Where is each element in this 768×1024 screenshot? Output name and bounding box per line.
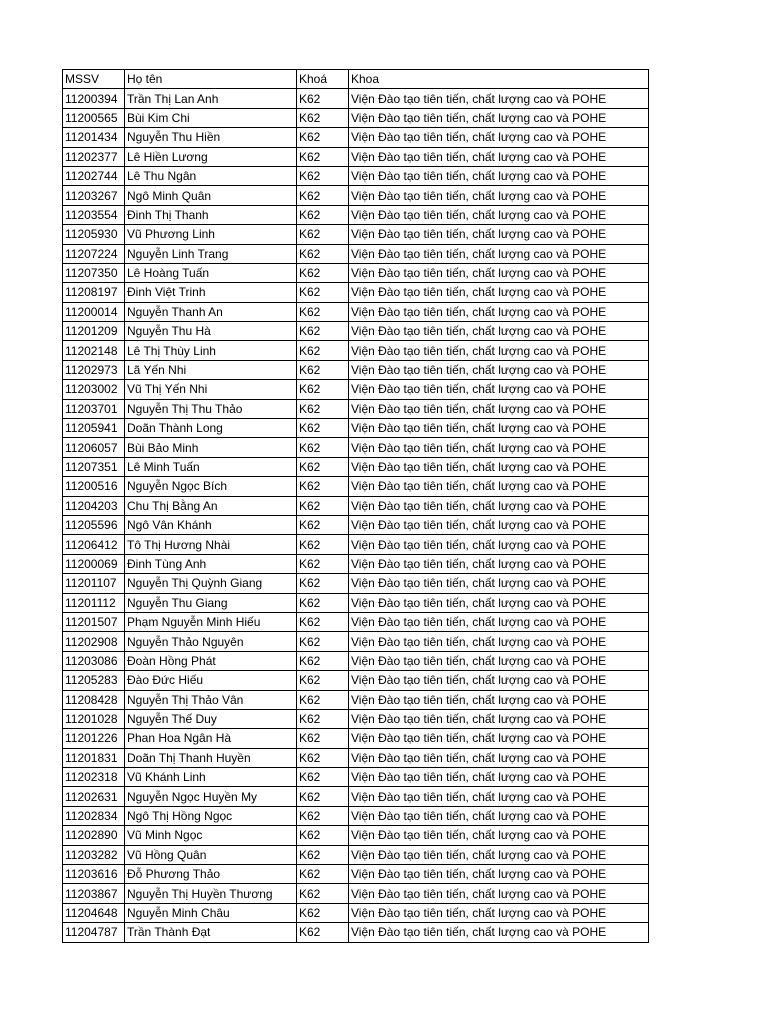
cell-ho-ten: Đinh Việt Trinh: [125, 283, 297, 302]
cell-khoa-year: K62: [297, 147, 349, 166]
cell-mssv: 11202744: [63, 166, 125, 185]
header-khoa-faculty: Khoa: [349, 70, 649, 89]
cell-khoa-year: K62: [297, 496, 349, 515]
cell-ho-ten: Lê Hoàng Tuấn: [125, 263, 297, 282]
cell-khoa-faculty: Viện Đào tạo tiên tiến, chất lượng cao và POHE: [349, 419, 649, 438]
cell-khoa-faculty: Viện Đào tạo tiên tiến, chất lượng cao và POHE: [349, 709, 649, 728]
cell-mssv: 11207350: [63, 263, 125, 282]
table-row: [63, 651, 649, 670]
table-row: [63, 884, 649, 903]
cell-mssv: 11203616: [63, 865, 125, 884]
cell-mssv: 11201209: [63, 322, 125, 341]
table-row: [63, 671, 649, 690]
cell-khoa-faculty: Viện Đào tạo tiên tiến, chất lượng cao và POHE: [349, 108, 649, 127]
table-row: [63, 399, 649, 418]
cell-khoa-faculty: Viện Đào tạo tiên tiến, chất lượng cao và POHE: [349, 535, 649, 554]
cell-ho-ten: Phạm Nguyễn Minh Hiếu: [125, 612, 297, 631]
cell-khoa-year: K62: [297, 399, 349, 418]
table-row: [63, 147, 649, 166]
table-row: [63, 515, 649, 534]
cell-ho-ten: Nguyễn Thị Thảo Vân: [125, 690, 297, 709]
cell-khoa-faculty: Viện Đào tạo tiên tiến, chất lượng cao và POHE: [349, 147, 649, 166]
cell-mssv: 11203267: [63, 186, 125, 205]
cell-khoa-year: K62: [297, 457, 349, 476]
cell-khoa-faculty: Viện Đào tạo tiên tiến, chất lượng cao và POHE: [349, 399, 649, 418]
cell-khoa-year: K62: [297, 865, 349, 884]
table-row: [63, 496, 649, 515]
cell-khoa-faculty: Viện Đào tạo tiên tiến, chất lượng cao và POHE: [349, 884, 649, 903]
cell-ho-ten: Vũ Hồng Quân: [125, 845, 297, 864]
cell-mssv: 11201028: [63, 709, 125, 728]
cell-khoa-faculty: Viện Đào tạo tiên tiến, chất lượng cao và POHE: [349, 128, 649, 147]
header-khoa-year: Khoá: [297, 70, 349, 89]
cell-khoa-year: K62: [297, 632, 349, 651]
cell-khoa-faculty: Viện Đào tạo tiên tiến, chất lượng cao và POHE: [349, 302, 649, 321]
cell-khoa-year: K62: [297, 438, 349, 457]
cell-khoa-year: K62: [297, 515, 349, 534]
cell-khoa-faculty: Viện Đào tạo tiên tiến, chất lượng cao và POHE: [349, 748, 649, 767]
cell-ho-ten: Nguyễn Thanh An: [125, 302, 297, 321]
table-row: [63, 865, 649, 884]
cell-mssv: 11200014: [63, 302, 125, 321]
table-row: [63, 632, 649, 651]
cell-ho-ten: Trần Thành Đạt: [125, 923, 297, 942]
cell-khoa-year: K62: [297, 263, 349, 282]
cell-mssv: 11205930: [63, 225, 125, 244]
cell-mssv: 11201507: [63, 612, 125, 631]
cell-mssv: 11206412: [63, 535, 125, 554]
cell-khoa-faculty: Viện Đào tạo tiên tiến, chất lượng cao và POHE: [349, 729, 649, 748]
cell-khoa-faculty: Viện Đào tạo tiên tiến, chất lượng cao và POHE: [349, 166, 649, 185]
cell-khoa-year: K62: [297, 477, 349, 496]
table-header-row: [63, 70, 649, 89]
cell-khoa-faculty: Viện Đào tạo tiên tiến, chất lượng cao và POHE: [349, 438, 649, 457]
cell-ho-ten: Nguyễn Linh Trang: [125, 244, 297, 263]
table-row: [63, 535, 649, 554]
table-row: [63, 593, 649, 612]
cell-ho-ten: Nguyễn Thu Hiền: [125, 128, 297, 147]
cell-ho-ten: Đinh Thị Thanh: [125, 205, 297, 224]
cell-ho-ten: Doãn Thành Long: [125, 419, 297, 438]
cell-khoa-year: K62: [297, 903, 349, 922]
cell-mssv: 11202834: [63, 806, 125, 825]
cell-khoa-year: K62: [297, 826, 349, 845]
cell-khoa-faculty: Viện Đào tạo tiên tiến, chất lượng cao và POHE: [349, 632, 649, 651]
cell-ho-ten: Tô Thị Hương Nhài: [125, 535, 297, 554]
cell-khoa-faculty: Viện Đào tạo tiên tiến, chất lượng cao và POHE: [349, 768, 649, 787]
cell-ho-ten: Đỗ Phương Thảo: [125, 865, 297, 884]
cell-ho-ten: Lê Minh Tuấn: [125, 457, 297, 476]
cell-ho-ten: Nguyễn Thu Giang: [125, 593, 297, 612]
cell-khoa-faculty: Viện Đào tạo tiên tiến, chất lượng cao và POHE: [349, 806, 649, 825]
header-mssv: MSSV: [63, 70, 125, 89]
cell-ho-ten: Nguyễn Thế Duy: [125, 709, 297, 728]
cell-ho-ten: Lê Thị Thùy Linh: [125, 341, 297, 360]
cell-mssv: 11205941: [63, 419, 125, 438]
cell-khoa-faculty: Viện Đào tạo tiên tiến, chất lượng cao và POHE: [349, 554, 649, 573]
cell-khoa-year: K62: [297, 322, 349, 341]
table-row: [63, 709, 649, 728]
table-row: [63, 903, 649, 922]
cell-mssv: 11203554: [63, 205, 125, 224]
cell-khoa-faculty: Viện Đào tạo tiên tiến, chất lượng cao và POHE: [349, 515, 649, 534]
table-row: [63, 923, 649, 942]
cell-ho-ten: Vũ Thị Yến Nhi: [125, 380, 297, 399]
cell-ho-ten: Ngô Thị Hồng Ngọc: [125, 806, 297, 825]
cell-mssv: 11201226: [63, 729, 125, 748]
cell-khoa-faculty: Viện Đào tạo tiên tiến, chất lượng cao và POHE: [349, 865, 649, 884]
table-row: [63, 225, 649, 244]
cell-ho-ten: Ngô Vân Khánh: [125, 515, 297, 534]
cell-khoa-faculty: Viện Đào tạo tiên tiến, chất lượng cao và POHE: [349, 283, 649, 302]
cell-ho-ten: Lê Hiền Lương: [125, 147, 297, 166]
cell-khoa-year: K62: [297, 690, 349, 709]
table-row: [63, 360, 649, 379]
cell-ho-ten: Nguyễn Ngọc Bích: [125, 477, 297, 496]
table-row: [63, 108, 649, 127]
table-row: [63, 302, 649, 321]
cell-khoa-faculty: Viện Đào tạo tiên tiến, chất lượng cao và POHE: [349, 574, 649, 593]
cell-ho-ten: Đoàn Hồng Phát: [125, 651, 297, 670]
cell-khoa-year: K62: [297, 845, 349, 864]
cell-mssv: 11201112: [63, 593, 125, 612]
cell-khoa-faculty: Viện Đào tạo tiên tiến, chất lượng cao và POHE: [349, 186, 649, 205]
table-row: [63, 768, 649, 787]
cell-mssv: 11202148: [63, 341, 125, 360]
cell-khoa-faculty: Viện Đào tạo tiên tiến, chất lượng cao và POHE: [349, 651, 649, 670]
cell-khoa-year: K62: [297, 884, 349, 903]
table-body: [63, 89, 649, 942]
cell-khoa-year: K62: [297, 360, 349, 379]
cell-khoa-year: K62: [297, 923, 349, 942]
student-table: [62, 69, 649, 943]
cell-khoa-faculty: Viện Đào tạo tiên tiến, chất lượng cao và POHE: [349, 690, 649, 709]
cell-khoa-faculty: Viện Đào tạo tiên tiến, chất lượng cao và POHE: [349, 593, 649, 612]
cell-mssv: 11200394: [63, 89, 125, 108]
cell-khoa-faculty: Viện Đào tạo tiên tiến, chất lượng cao và POHE: [349, 671, 649, 690]
cell-khoa-year: K62: [297, 612, 349, 631]
cell-mssv: 11204787: [63, 923, 125, 942]
cell-khoa-faculty: Viện Đào tạo tiên tiến, chất lượng cao và POHE: [349, 477, 649, 496]
cell-khoa-year: K62: [297, 128, 349, 147]
table-row: [63, 690, 649, 709]
cell-ho-ten: Nguyễn Thu Hà: [125, 322, 297, 341]
table-row: [63, 322, 649, 341]
table-row: [63, 341, 649, 360]
cell-ho-ten: Nguyễn Thị Huyền Thương: [125, 884, 297, 903]
cell-ho-ten: Vũ Minh Ngọc: [125, 826, 297, 845]
cell-khoa-year: K62: [297, 651, 349, 670]
cell-khoa-faculty: Viện Đào tạo tiên tiến, chất lượng cao và POHE: [349, 787, 649, 806]
cell-ho-ten: Vũ Khánh Linh: [125, 768, 297, 787]
table-row: [63, 748, 649, 767]
cell-mssv: 11207224: [63, 244, 125, 263]
table-row: [63, 787, 649, 806]
cell-ho-ten: Đinh Tùng Anh: [125, 554, 297, 573]
cell-ho-ten: Phan Hoa Ngân Hà: [125, 729, 297, 748]
cell-ho-ten: Nguyễn Thị Thu Thảo: [125, 399, 297, 418]
cell-ho-ten: Vũ Phương Linh: [125, 225, 297, 244]
cell-mssv: 11200565: [63, 108, 125, 127]
cell-khoa-year: K62: [297, 748, 349, 767]
cell-mssv: 11204648: [63, 903, 125, 922]
table-row: [63, 186, 649, 205]
cell-mssv: 11203002: [63, 380, 125, 399]
table-row: [63, 244, 649, 263]
cell-mssv: 11203282: [63, 845, 125, 864]
cell-khoa-faculty: Viện Đào tạo tiên tiến, chất lượng cao và POHE: [349, 380, 649, 399]
cell-khoa-faculty: Viện Đào tạo tiên tiến, chất lượng cao và POHE: [349, 923, 649, 942]
cell-mssv: 11200516: [63, 477, 125, 496]
cell-mssv: 11202908: [63, 632, 125, 651]
cell-mssv: 11203086: [63, 651, 125, 670]
cell-khoa-faculty: Viện Đào tạo tiên tiến, chất lượng cao và POHE: [349, 322, 649, 341]
cell-ho-ten: Trần Thị Lan Anh: [125, 89, 297, 108]
table-row: [63, 612, 649, 631]
cell-ho-ten: Nguyễn Ngọc Huyền My: [125, 787, 297, 806]
cell-khoa-year: K62: [297, 302, 349, 321]
cell-khoa-faculty: Viện Đào tạo tiên tiến, chất lượng cao và POHE: [349, 205, 649, 224]
cell-ho-ten: Nguyễn Thảo Nguyên: [125, 632, 297, 651]
cell-mssv: 11201831: [63, 748, 125, 767]
cell-khoa-faculty: Viện Đào tạo tiên tiến, chất lượng cao và POHE: [349, 89, 649, 108]
cell-mssv: 11200069: [63, 554, 125, 573]
cell-khoa-year: K62: [297, 671, 349, 690]
cell-khoa-faculty: Viện Đào tạo tiên tiến, chất lượng cao và POHE: [349, 612, 649, 631]
cell-khoa-faculty: Viện Đào tạo tiên tiến, chất lượng cao và POHE: [349, 903, 649, 922]
cell-mssv: 11203701: [63, 399, 125, 418]
cell-khoa-year: K62: [297, 89, 349, 108]
table-row: [63, 477, 649, 496]
cell-ho-ten: Ngô Minh Quân: [125, 186, 297, 205]
cell-khoa-year: K62: [297, 593, 349, 612]
table-row: [63, 574, 649, 593]
table-row: [63, 845, 649, 864]
table-row: [63, 128, 649, 147]
cell-mssv: 11202318: [63, 768, 125, 787]
cell-khoa-year: K62: [297, 380, 349, 399]
cell-khoa-faculty: Viện Đào tạo tiên tiến, chất lượng cao và POHE: [349, 457, 649, 476]
cell-khoa-year: K62: [297, 166, 349, 185]
cell-ho-ten: Lã Yến Nhi: [125, 360, 297, 379]
cell-mssv: 11202890: [63, 826, 125, 845]
cell-khoa-year: K62: [297, 787, 349, 806]
cell-khoa-year: K62: [297, 535, 349, 554]
table-row: [63, 457, 649, 476]
header-ho-ten: Họ tên: [125, 70, 297, 89]
cell-mssv: 11208428: [63, 690, 125, 709]
cell-khoa-year: K62: [297, 341, 349, 360]
table-row: [63, 729, 649, 748]
cell-ho-ten: Bùi Kim Chi: [125, 108, 297, 127]
cell-khoa-year: K62: [297, 419, 349, 438]
table-row: [63, 806, 649, 825]
cell-khoa-year: K62: [297, 729, 349, 748]
cell-khoa-year: K62: [297, 225, 349, 244]
cell-ho-ten: Nguyễn Thị Quỳnh Giang: [125, 574, 297, 593]
table-row: [63, 263, 649, 282]
cell-ho-ten: Doãn Thị Thanh Huyền: [125, 748, 297, 767]
cell-khoa-faculty: Viện Đào tạo tiên tiến, chất lượng cao và POHE: [349, 826, 649, 845]
cell-mssv: 11204203: [63, 496, 125, 515]
cell-mssv: 11205283: [63, 671, 125, 690]
cell-khoa-faculty: Viện Đào tạo tiên tiến, chất lượng cao và POHE: [349, 225, 649, 244]
cell-khoa-faculty: Viện Đào tạo tiên tiến, chất lượng cao và POHE: [349, 496, 649, 515]
table-row: [63, 826, 649, 845]
table-row: [63, 166, 649, 185]
cell-mssv: 11205596: [63, 515, 125, 534]
cell-khoa-year: K62: [297, 709, 349, 728]
cell-khoa-faculty: Viện Đào tạo tiên tiến, chất lượng cao và POHE: [349, 244, 649, 263]
cell-mssv: 11203867: [63, 884, 125, 903]
cell-mssv: 11202973: [63, 360, 125, 379]
cell-ho-ten: Lê Thu Ngân: [125, 166, 297, 185]
cell-khoa-year: K62: [297, 806, 349, 825]
table-row: [63, 205, 649, 224]
cell-khoa-year: K62: [297, 186, 349, 205]
cell-ho-ten: Chu Thị Bằng An: [125, 496, 297, 515]
cell-mssv: 11201434: [63, 128, 125, 147]
cell-khoa-faculty: Viện Đào tạo tiên tiến, chất lượng cao và POHE: [349, 263, 649, 282]
cell-mssv: 11201107: [63, 574, 125, 593]
table-row: [63, 554, 649, 573]
cell-ho-ten: Nguyễn Minh Châu: [125, 903, 297, 922]
cell-khoa-year: K62: [297, 244, 349, 263]
table-row: [63, 380, 649, 399]
table-row: [63, 89, 649, 108]
cell-khoa-faculty: Viện Đào tạo tiên tiến, chất lượng cao và POHE: [349, 360, 649, 379]
cell-khoa-year: K62: [297, 283, 349, 302]
cell-mssv: 11207351: [63, 457, 125, 476]
cell-mssv: 11208197: [63, 283, 125, 302]
cell-khoa-faculty: Viện Đào tạo tiên tiến, chất lượng cao và POHE: [349, 845, 649, 864]
cell-khoa-year: K62: [297, 554, 349, 573]
cell-khoa-faculty: Viện Đào tạo tiên tiến, chất lượng cao và POHE: [349, 341, 649, 360]
cell-khoa-year: K62: [297, 574, 349, 593]
cell-khoa-year: K62: [297, 108, 349, 127]
cell-ho-ten: Bùi Bảo Minh: [125, 438, 297, 457]
cell-khoa-year: K62: [297, 768, 349, 787]
cell-mssv: 11202631: [63, 787, 125, 806]
table-row: [63, 283, 649, 302]
cell-mssv: 11202377: [63, 147, 125, 166]
table-row: [63, 419, 649, 438]
table-row: [63, 438, 649, 457]
cell-mssv: 11206057: [63, 438, 125, 457]
cell-khoa-year: K62: [297, 205, 349, 224]
cell-ho-ten: Đào Đức Hiếu: [125, 671, 297, 690]
